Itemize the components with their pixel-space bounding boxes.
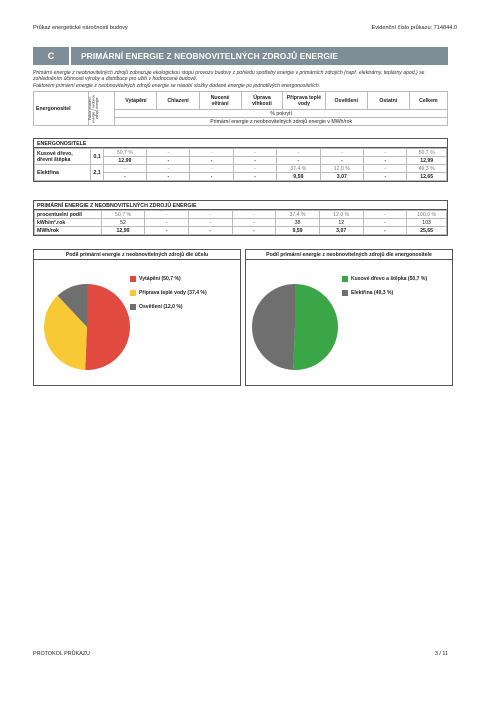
cell: 12,99: [101, 227, 145, 235]
cell: 3,07: [319, 227, 363, 235]
pie-chart: [42, 282, 132, 372]
cell: 9,59: [277, 173, 320, 181]
cell: -: [320, 149, 363, 157]
column-header-table: [33, 91, 448, 126]
cell: 12,99: [407, 157, 447, 165]
col-header: Osvětlení: [325, 92, 367, 110]
table-row: [35, 211, 447, 219]
unit-label: Primární energie z neobnovitelných zdrojů energie v MWh/rok: [115, 118, 448, 126]
section-banner: [33, 47, 448, 65]
cell: 12: [319, 219, 363, 227]
section-letter: C: [33, 47, 71, 65]
cell: -: [232, 227, 276, 235]
cell: 37,4 %: [276, 211, 320, 219]
cell: -: [363, 219, 407, 227]
table-row: [35, 165, 447, 173]
pie-chart-purpose: [33, 249, 241, 386]
pie-chart: [250, 282, 340, 372]
cell: 3,07: [320, 173, 363, 181]
cell: -: [190, 149, 233, 157]
page-header: [33, 25, 457, 35]
carrier-name: Kusové dřevo, dřevní štěpka: [35, 149, 91, 165]
cell: -: [364, 149, 407, 157]
col-header: Vytápění: [115, 92, 157, 110]
cell: -: [363, 227, 407, 235]
cell: -: [188, 219, 232, 227]
carrier-factor: 2,1: [91, 165, 103, 181]
cell: -: [190, 165, 233, 173]
cell: -: [103, 173, 147, 181]
cell: -: [232, 219, 276, 227]
cell: -: [320, 157, 363, 165]
page-number: 3 / 11: [434, 651, 448, 657]
cell: -: [145, 219, 189, 227]
cell: -: [233, 165, 276, 173]
cell: 12,99: [103, 157, 147, 165]
cell: 103: [407, 219, 447, 227]
cell: 50,7 %: [407, 149, 447, 157]
chart-legend: [342, 276, 427, 304]
cell: -: [147, 165, 190, 173]
table-row: [35, 149, 447, 157]
primary-energy-section: [33, 200, 448, 236]
cell: -: [188, 227, 232, 235]
energonositel-header: Energonositel: [34, 92, 89, 126]
cell: -: [188, 211, 232, 219]
cell: -: [190, 157, 233, 165]
row-label: procentuelní podíl: [35, 211, 102, 219]
legend-swatch: [342, 276, 348, 282]
intro-line-1: Primární energie z neobnovitelných zdrojů zobrazuje ekologickou stopu provozu budovy z pohledu spotřeby energie v primárních zdrojích (např. elektrárny, teplárny apod.) se zohledněním účinnosti výroby a distribuce pro užití v hodnocené budově.: [33, 70, 425, 83]
legend-swatch: [342, 290, 348, 296]
cell: -: [364, 157, 407, 165]
cell: 100,0 %: [407, 211, 447, 219]
cell: -: [145, 211, 189, 219]
footer-label: PROTOKOL PRŮKAZU: [33, 651, 90, 657]
pie-slice-0: [85, 284, 130, 370]
cell: -: [277, 157, 320, 165]
col-header: Příprava teplé vody: [283, 92, 325, 110]
energonositele-table: [34, 148, 447, 181]
cell: -: [147, 149, 190, 157]
primary-energy-table: [34, 210, 447, 235]
cell: 25,65: [407, 227, 447, 235]
col-header: Nucené větrání: [199, 92, 241, 110]
intro-line-2: Faktorem primární energie z neobnovitelných zdrojů energie se násobí složky dodané energie po jednotlivých energonositelích.: [33, 82, 321, 89]
legend-swatch: [130, 276, 136, 282]
certificate-number: Evidenční číslo průkazu: 714844.0: [371, 25, 457, 31]
legend-item: Osvětlení (12,0 %): [130, 304, 207, 310]
energonositele-section: [33, 138, 448, 182]
cell: -: [147, 157, 190, 165]
cell: 12,0 %: [320, 165, 363, 173]
cell: -: [232, 211, 276, 219]
col-header: Úprava vlhkosti: [241, 92, 283, 110]
pie-chart-carrier: [245, 249, 453, 386]
cell: -: [233, 173, 276, 181]
pie-slice-1: [252, 284, 295, 370]
table-row: [35, 227, 447, 235]
cell: 50,7 %: [103, 149, 147, 157]
cell: 38: [276, 219, 320, 227]
cell: 49,3 %: [407, 165, 447, 173]
legend-swatch: [130, 304, 136, 310]
row-label: kWh/m².rok: [35, 219, 102, 227]
cell: 12,0 %: [319, 211, 363, 219]
cell: 37,4 %: [277, 165, 320, 173]
page-footer: [33, 651, 448, 657]
row-label: MWh/rok: [35, 227, 102, 235]
col-header: Chlazení: [157, 92, 199, 110]
cell: -: [364, 165, 407, 173]
cell: -: [277, 149, 320, 157]
primary-energy-title: PRIMÁRNÍ ENERGIE Z NEOBNOVITELNÝCH ZDROJŮ ENERGIE: [34, 201, 447, 210]
intro-text: [33, 70, 448, 89]
carrier-factor: 0,1: [91, 149, 103, 165]
section-title: PRIMÁRNÍ ENERGIE Z NEOBNOVITELNÝCH ZDROJŮ ENERGIE: [81, 51, 339, 61]
cell: 12,65: [407, 173, 447, 181]
cell: -: [147, 173, 190, 181]
pie-slice-0: [293, 284, 338, 370]
legend-item: Příprava teplé vody (37,4 %): [130, 290, 207, 296]
cell: -: [233, 149, 276, 157]
chart-title: Podíl primární energie z neobnovitelných zdrojů dle účelu: [34, 250, 240, 260]
coverage-label: % pokrytí: [115, 110, 448, 118]
legend-item: Kusové dřevo a štěpka (50,7 %): [342, 276, 427, 282]
cell: -: [363, 211, 407, 219]
chart-legend: [130, 276, 207, 318]
energonositele-title: ENERGONOSITELE: [34, 139, 447, 148]
document-title: Průkaz energetické náročnosti budovy: [33, 25, 128, 31]
cell: 9,59: [276, 227, 320, 235]
col-header: Ostatní: [367, 92, 409, 110]
legend-item: Elektřina (49,3 %): [342, 290, 427, 296]
table-row: [35, 219, 447, 227]
factor-header: Faktor primární energie z neobnov. zdrojů energie: [89, 92, 115, 126]
chart-title: Podíl primární energie z neobnovitelných zdrojů dle energonositele: [246, 250, 452, 260]
cell: 50,7 %: [101, 211, 145, 219]
legend-item: Vytápění (50,7 %): [130, 276, 207, 282]
cell: -: [364, 173, 407, 181]
cell: -: [190, 173, 233, 181]
cell: -: [145, 227, 189, 235]
cell: -: [233, 157, 276, 165]
cell: -: [103, 165, 147, 173]
cell: 52: [101, 219, 145, 227]
col-header: Celkem: [409, 92, 447, 110]
legend-swatch: [130, 290, 136, 296]
carrier-name: Elektřina: [35, 165, 91, 181]
